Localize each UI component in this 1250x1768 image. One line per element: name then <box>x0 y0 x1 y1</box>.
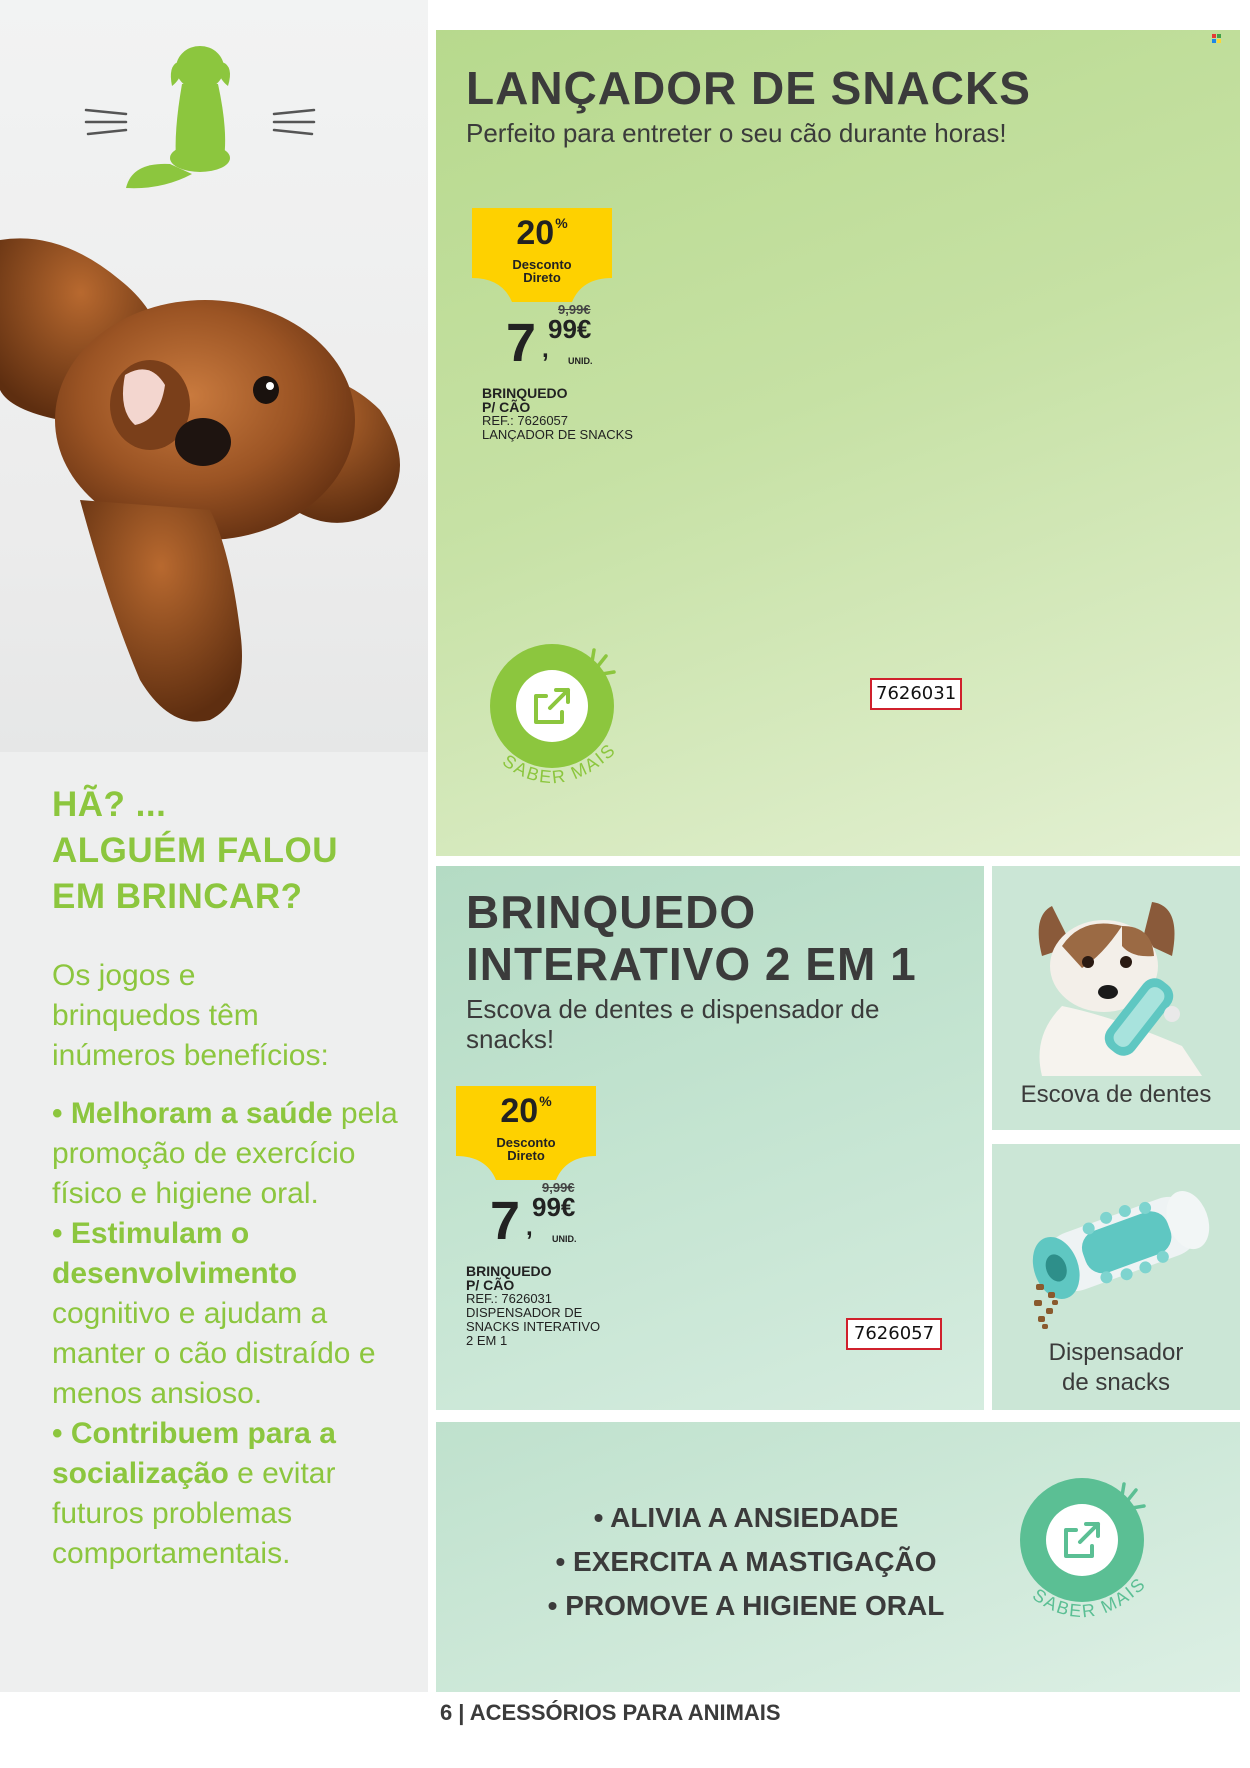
ref-code-box: 7626031 <box>870 678 962 710</box>
product-name-line: P/ CÃO <box>482 399 531 415</box>
footer-section-title: ACESSÓRIOS PARA ANIMAIS <box>469 1700 781 1725</box>
product2-description <box>466 1264 600 1348</box>
price-cents: 99€ <box>548 314 592 344</box>
page-number: 6 <box>440 1700 453 1725</box>
product-name-line: BRINQUEDO <box>466 1263 552 1279</box>
benefit-bullet <box>52 1094 422 1214</box>
intro-line: inúmeros benefícios: <box>52 1039 329 1072</box>
left-intro <box>52 956 422 1076</box>
benefit-bullet-text: e evitar futuros problemas comportamentais. <box>52 1457 336 1570</box>
card-caption <box>992 1338 1240 1398</box>
benefit-bullet-text: cognitivo e ajudam a manter o cão distraído e menos ansioso. <box>52 1297 376 1410</box>
intro-line: Os jogos e <box>52 959 196 992</box>
benefit-bullet-bold: • Melhoram a saúde <box>52 1097 333 1130</box>
dog-photo-area <box>0 0 428 752</box>
card-caption-line: Dispensador <box>1048 1339 1184 1366</box>
product2-subtitle-line: Escova de dentes e dispensador de <box>466 994 880 1024</box>
badge-label-line: Desconto <box>496 1135 556 1150</box>
left-headline <box>52 782 422 920</box>
product1-title: LANÇADOR DE SNACKS <box>466 62 1031 114</box>
old-price: 9,99€ <box>558 302 591 317</box>
product-desc-line: 2 EM 1 <box>466 1333 508 1348</box>
product-name-line: P/ CÃO <box>466 1277 515 1293</box>
badge-label-line: Direto <box>523 270 561 285</box>
badge-label <box>456 1136 596 1162</box>
product-desc-line: SNACKS INTERATIVO <box>466 1319 601 1334</box>
saber-mais-button[interactable] <box>488 644 648 814</box>
product-desc-line: DISPENSADOR DE <box>466 1305 583 1320</box>
card-caption-line: de snacks <box>1061 1369 1171 1396</box>
price-comma: , <box>526 1214 533 1241</box>
price-unit: UNID. <box>568 356 593 366</box>
left-column <box>0 0 428 1692</box>
corner-dots-icon <box>1212 34 1222 44</box>
product-ref: REF.: 7626031 <box>466 1291 553 1306</box>
product-panel-snack-launcher <box>436 30 1240 856</box>
old-price: 9,99€ <box>542 1180 575 1195</box>
discount-badge <box>472 208 612 302</box>
benefit-item: • ALIVIA A ANSIEDADE <box>593 1502 899 1533</box>
product2-title-line: BRINQUEDO <box>466 886 757 938</box>
saber-mais-graphic <box>488 644 648 814</box>
terrier-with-toy-photo <box>1022 896 1212 1076</box>
benefits-intro-text <box>52 782 422 1574</box>
badge-label-line: Desconto <box>512 257 572 272</box>
price-cents: 99€ <box>532 1192 576 1222</box>
price-integer: 7 <box>490 1191 521 1251</box>
card-caption: Escova de dentes <box>1020 1081 1212 1108</box>
saber-mais-graphic <box>1018 1478 1178 1648</box>
ref-code-box: 7626057 <box>846 1318 942 1350</box>
product2-subtitle <box>466 994 879 1054</box>
spaniel-dog-photo <box>0 210 428 750</box>
price-comma: , <box>542 336 549 363</box>
benefits-panel <box>436 1422 1240 1692</box>
product2-title-line: INTERATIVO 2 EM 1 <box>466 938 917 990</box>
product2-subtitle-line: snacks! <box>466 1024 555 1054</box>
benefit-item: • EXERCITA A MASTIGAÇÃO <box>555 1546 937 1577</box>
benefit-bullet-text: pela promoção de exercício físico e higiene oral. <box>52 1097 398 1210</box>
product-name-line: BRINQUEDO <box>482 385 568 401</box>
saber-mais-text: SABER MAIS <box>498 739 621 788</box>
headline-line: EM BRINCAR? <box>52 877 303 916</box>
card-snack-dispenser <box>992 1144 1240 1410</box>
page-footer <box>440 1700 781 1726</box>
badge-percent-value: 20 <box>516 214 555 252</box>
product1-description <box>482 386 633 442</box>
badge-percent-value: 20 <box>500 1092 539 1130</box>
saber-mais-button[interactable] <box>1018 1478 1178 1648</box>
headline-line: HÃ? ... <box>52 785 167 824</box>
snack-dispenser-toy-image <box>1012 1174 1222 1354</box>
badge-percent <box>472 214 612 253</box>
benefit-bullet-bold: • Estimulam o desenvolvimento <box>52 1217 298 1290</box>
benefit-bullet <box>52 1214 422 1414</box>
discount-badge <box>456 1086 596 1180</box>
benefit-item: • PROMOVE A HIGIENE ORAL <box>547 1590 945 1621</box>
price-unit: UNID. <box>552 1234 577 1244</box>
product2-title <box>466 886 917 990</box>
badge-percent <box>456 1092 596 1131</box>
benefit-bullet-bold: • Contribuem para a socialização <box>52 1417 336 1490</box>
badge-label-line: Direto <box>507 1148 545 1163</box>
intro-line: brinquedos têm <box>52 999 259 1032</box>
badge-label <box>472 258 612 284</box>
badge-percent-sign: % <box>555 215 568 231</box>
benefit-bullet <box>52 1414 422 1574</box>
left-benefit-bullets <box>52 1094 422 1574</box>
benefits-list <box>436 1496 1056 1628</box>
footer-separator: | <box>458 1700 465 1725</box>
product1-subtitle: Perfeito para entreter o seu cão durante horas! <box>466 118 1007 148</box>
price-integer: 7 <box>506 313 537 373</box>
headline-line: ALGUÉM FALOU <box>52 831 338 870</box>
product-ref: REF.: 7626057 <box>482 413 569 428</box>
card-toothbrush <box>992 866 1240 1130</box>
product-panel-interactive-toy <box>436 866 984 1410</box>
saber-mais-text: SABER MAIS <box>1028 1573 1151 1622</box>
dog-silhouette-icon <box>82 40 322 200</box>
product-desc-line: LANÇADOR DE SNACKS <box>482 427 633 442</box>
badge-percent-sign: % <box>539 1093 552 1109</box>
